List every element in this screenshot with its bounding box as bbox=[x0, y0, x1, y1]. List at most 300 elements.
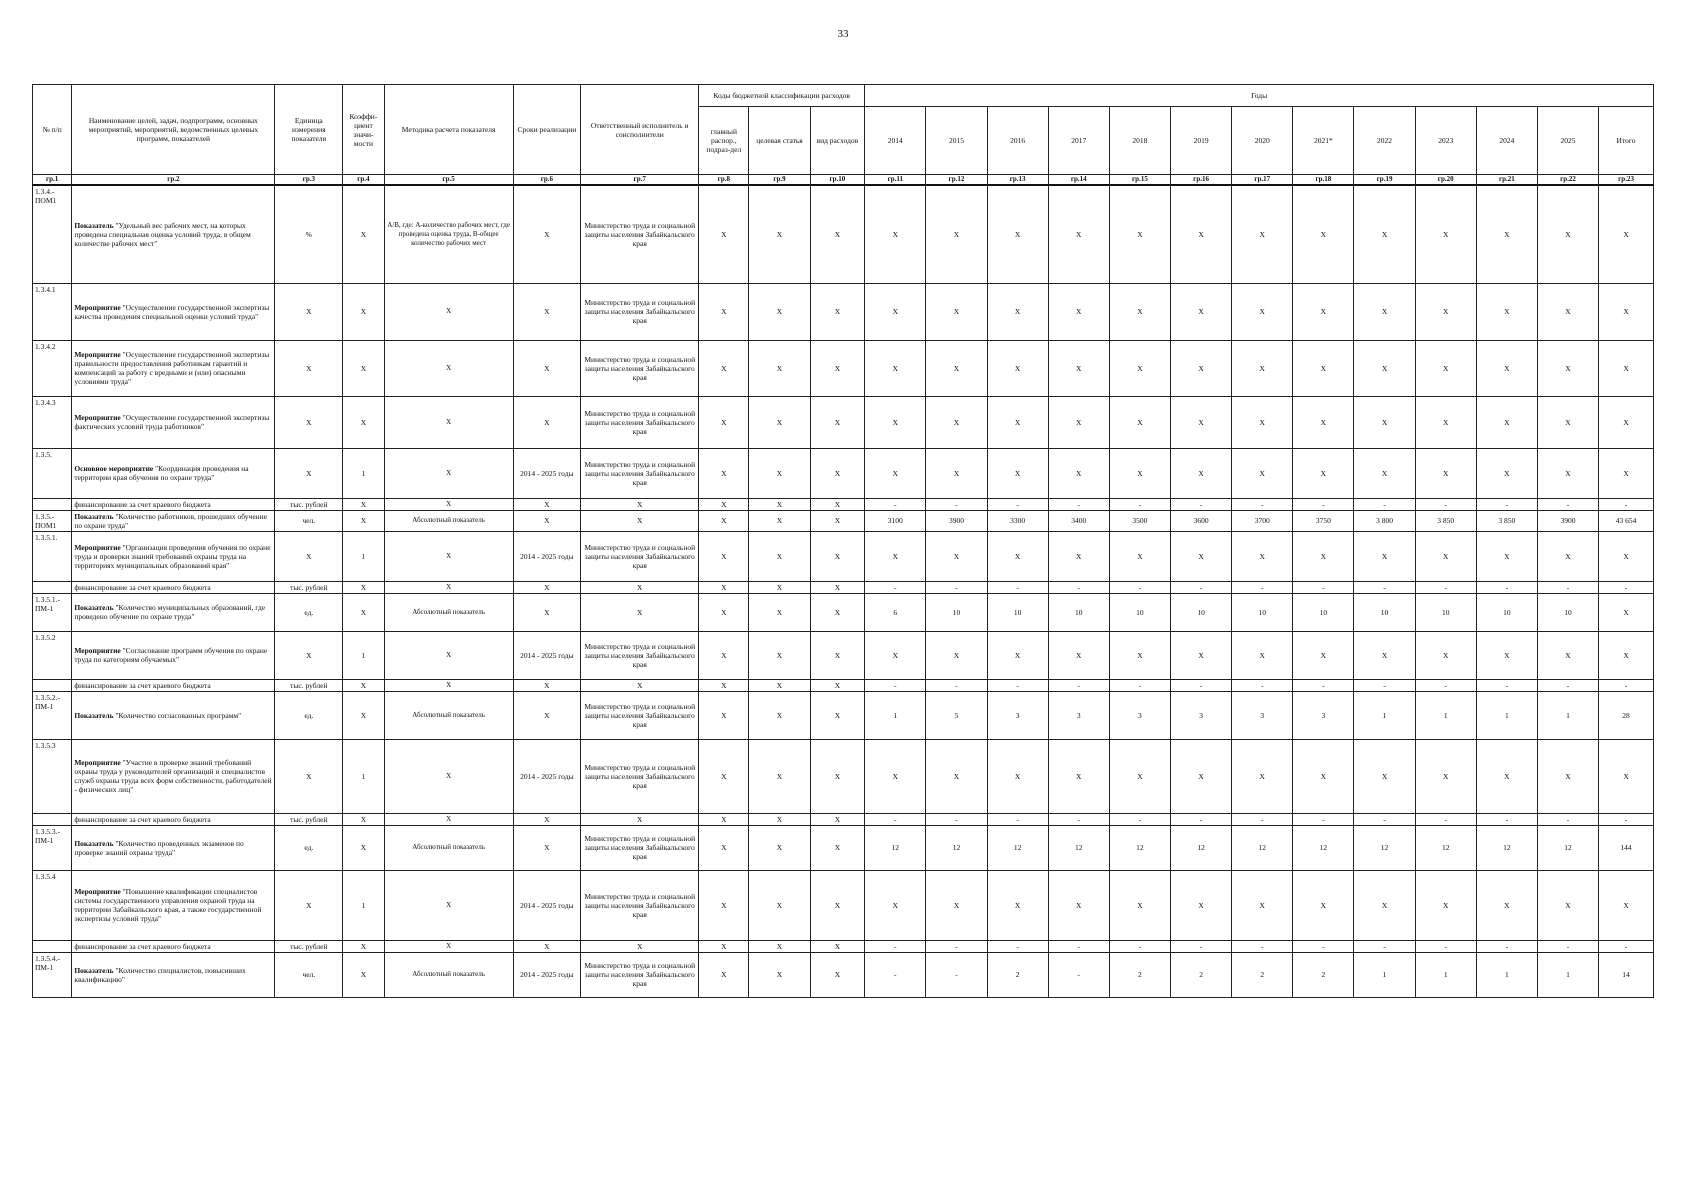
column-number: гр.7 bbox=[581, 175, 699, 186]
row-unit: X bbox=[275, 396, 343, 448]
row-year-value: - bbox=[1171, 679, 1232, 691]
row-unit: тыс. рублей bbox=[275, 813, 343, 825]
row-name bbox=[72, 531, 275, 581]
row-year-value: X bbox=[865, 185, 926, 283]
row-year-value: X bbox=[1232, 631, 1293, 679]
row-code: 1.3.4.-ПОМ1 bbox=[33, 185, 72, 283]
row-year-value: X bbox=[1354, 340, 1415, 396]
row-year-value: X bbox=[1476, 448, 1537, 498]
row-responsible: Министерство труда и социальной защиты населения Забайкальского края bbox=[581, 631, 699, 679]
row-year-value: X bbox=[926, 870, 987, 940]
row-term: X bbox=[513, 679, 581, 691]
row-year-value: X bbox=[1293, 448, 1354, 498]
row-total: - bbox=[1599, 581, 1654, 593]
row-year-value: 12 bbox=[1415, 825, 1476, 870]
row-year-value: X bbox=[1232, 283, 1293, 340]
row-responsible: X bbox=[581, 940, 699, 952]
table-row bbox=[33, 593, 1654, 631]
row-year-value: X bbox=[1476, 631, 1537, 679]
row-year-value: - bbox=[1476, 940, 1537, 952]
row-year-value: - bbox=[987, 940, 1048, 952]
row-bk-type: X bbox=[810, 825, 865, 870]
row-year-value: X bbox=[1537, 185, 1598, 283]
row-name bbox=[72, 340, 275, 396]
row-total: - bbox=[1599, 813, 1654, 825]
row-year-value: - bbox=[1293, 940, 1354, 952]
row-year-value: X bbox=[1109, 631, 1170, 679]
header-bk-section: главный распор., подраз-дел bbox=[699, 107, 749, 175]
row-year-value: - bbox=[926, 813, 987, 825]
row-year-value: - bbox=[1354, 940, 1415, 952]
row-coef: X bbox=[343, 940, 385, 952]
header-year: 2018 bbox=[1109, 107, 1170, 175]
column-number: гр.5 bbox=[384, 175, 513, 186]
row-year-value: 3 bbox=[1109, 691, 1170, 739]
row-term: X bbox=[513, 185, 581, 283]
row-year-value: X bbox=[1109, 531, 1170, 581]
row-year-value: 12 bbox=[926, 825, 987, 870]
row-year-value: - bbox=[1354, 581, 1415, 593]
table-row bbox=[33, 813, 1654, 825]
row-bk-target: X bbox=[749, 283, 810, 340]
row-year-value: 3700 bbox=[1232, 510, 1293, 531]
row-year-value: X bbox=[1109, 185, 1170, 283]
row-year-value: 12 bbox=[1293, 825, 1354, 870]
table-row bbox=[33, 510, 1654, 531]
row-coef: X bbox=[343, 581, 385, 593]
row-bk-target: X bbox=[749, 679, 810, 691]
row-year-value: X bbox=[865, 340, 926, 396]
row-name-text: "Удельный вес рабочих мест, на которых проведена специальная оценка условий труда, в общем количестве рабочих мест" bbox=[74, 220, 251, 248]
row-method: X bbox=[384, 739, 513, 813]
row-total: X bbox=[1599, 631, 1654, 679]
row-bk-type: X bbox=[810, 581, 865, 593]
column-number: гр.6 bbox=[513, 175, 581, 186]
row-code: 1.3.4.1 bbox=[33, 283, 72, 340]
row-year-value: - bbox=[1048, 679, 1109, 691]
row-year-value: X bbox=[1537, 531, 1598, 581]
row-year-value: - bbox=[1415, 581, 1476, 593]
row-year-value: 10 bbox=[1415, 593, 1476, 631]
row-bk-target: X bbox=[749, 498, 810, 510]
row-year-value: X bbox=[1415, 631, 1476, 679]
row-name bbox=[72, 739, 275, 813]
row-name bbox=[72, 448, 275, 498]
column-number: гр.22 bbox=[1537, 175, 1598, 186]
row-code: 1.3.4.3 bbox=[33, 396, 72, 448]
header-coef: Коэффи-циент значи-мости bbox=[343, 85, 385, 175]
row-year-value: - bbox=[1415, 940, 1476, 952]
row-year-value: 10 bbox=[1171, 593, 1232, 631]
row-year-value: 3400 bbox=[1048, 510, 1109, 531]
table-row bbox=[33, 825, 1654, 870]
row-year-value: 3 850 bbox=[1415, 510, 1476, 531]
row-bk-type: X bbox=[810, 510, 865, 531]
row-code bbox=[33, 498, 72, 510]
row-year-value: X bbox=[1171, 283, 1232, 340]
row-year-value: - bbox=[1109, 581, 1170, 593]
row-year-value: X bbox=[1293, 631, 1354, 679]
row-year-value: X bbox=[1171, 448, 1232, 498]
column-number: гр.12 bbox=[926, 175, 987, 186]
row-year-value: 10 bbox=[987, 593, 1048, 631]
row-year-value: - bbox=[1109, 498, 1170, 510]
row-bk-section: X bbox=[699, 510, 749, 531]
column-number: гр.21 bbox=[1476, 175, 1537, 186]
row-term: 2014 - 2025 годы bbox=[513, 952, 581, 997]
row-year-value: X bbox=[1354, 283, 1415, 340]
row-year-value: X bbox=[1171, 340, 1232, 396]
row-code: 1.3.5.3 bbox=[33, 739, 72, 813]
row-year-value: - bbox=[926, 940, 987, 952]
row-year-value: X bbox=[1171, 631, 1232, 679]
row-year-value: - bbox=[987, 679, 1048, 691]
row-unit: X bbox=[275, 283, 343, 340]
row-year-value: - bbox=[1109, 813, 1170, 825]
row-bk-section: X bbox=[699, 448, 749, 498]
column-number: гр.16 bbox=[1171, 175, 1232, 186]
row-bk-type: X bbox=[810, 185, 865, 283]
row-responsible: X bbox=[581, 581, 699, 593]
row-coef: X bbox=[343, 340, 385, 396]
row-year-value: - bbox=[1476, 679, 1537, 691]
column-number: гр.14 bbox=[1048, 175, 1109, 186]
row-year-value: X bbox=[1537, 631, 1598, 679]
row-method: X bbox=[384, 581, 513, 593]
row-year-value: - bbox=[1293, 498, 1354, 510]
row-year-value: - bbox=[1537, 581, 1598, 593]
header-year: 2016 bbox=[987, 107, 1048, 175]
row-bk-section: X bbox=[699, 498, 749, 510]
table-row bbox=[33, 631, 1654, 679]
row-method: X bbox=[384, 283, 513, 340]
row-year-value: X bbox=[1476, 739, 1537, 813]
row-year-value: - bbox=[1354, 813, 1415, 825]
row-responsible: Министерство труда и социальной защиты населения Забайкальского края bbox=[581, 691, 699, 739]
row-year-value: X bbox=[926, 448, 987, 498]
row-coef: X bbox=[343, 952, 385, 997]
row-name bbox=[72, 825, 275, 870]
row-method: X bbox=[384, 870, 513, 940]
row-year-value: 3 850 bbox=[1476, 510, 1537, 531]
row-year-value: 12 bbox=[1232, 825, 1293, 870]
header-year: 2024 bbox=[1476, 107, 1537, 175]
row-name-text: "Участие в проверке знаний требований охраны труда у руководителей организаций и специалистов служб охраны труда всех форм собственности, работодателей - физических лиц" bbox=[74, 758, 272, 794]
row-code: 1.3.5. bbox=[33, 448, 72, 498]
row-year-value: X bbox=[926, 631, 987, 679]
row-code bbox=[33, 940, 72, 952]
row-code bbox=[33, 679, 72, 691]
row-year-value: 12 bbox=[1537, 825, 1598, 870]
row-year-value: 1 bbox=[1476, 952, 1537, 997]
row-bk-section: X bbox=[699, 825, 749, 870]
row-bk-type: X bbox=[810, 593, 865, 631]
row-year-value: 2 bbox=[1232, 952, 1293, 997]
row-year-value: - bbox=[1048, 952, 1109, 997]
row-coef: X bbox=[343, 813, 385, 825]
header-year: 2019 bbox=[1171, 107, 1232, 175]
row-code: 1.3.5.4.-ПМ-1 bbox=[33, 952, 72, 997]
row-year-value: - bbox=[1537, 679, 1598, 691]
row-bk-target: X bbox=[749, 739, 810, 813]
row-year-value: X bbox=[1171, 870, 1232, 940]
table-row bbox=[33, 691, 1654, 739]
row-year-value: X bbox=[1537, 448, 1598, 498]
row-name bbox=[72, 510, 275, 531]
row-bk-type: X bbox=[810, 448, 865, 498]
row-name bbox=[72, 283, 275, 340]
row-year-value: X bbox=[1109, 870, 1170, 940]
row-year-value: X bbox=[1537, 396, 1598, 448]
column-number: гр.20 bbox=[1415, 175, 1476, 186]
column-number: гр.4 bbox=[343, 175, 385, 186]
row-code: 1.3.5.-ПОМ1 bbox=[33, 510, 72, 531]
row-year-value: 3 bbox=[987, 691, 1048, 739]
row-year-value: X bbox=[865, 870, 926, 940]
row-bk-section: X bbox=[699, 813, 749, 825]
row-year-value: - bbox=[1537, 498, 1598, 510]
row-year-value: - bbox=[1415, 813, 1476, 825]
row-year-value: 3900 bbox=[926, 510, 987, 531]
row-unit: тыс. рублей bbox=[275, 498, 343, 510]
row-term: X bbox=[513, 581, 581, 593]
row-unit: % bbox=[275, 185, 343, 283]
header-responsible: Ответственный исполнитель и соисполнители bbox=[581, 85, 699, 175]
row-bk-type: X bbox=[810, 691, 865, 739]
row-year-value: X bbox=[1415, 870, 1476, 940]
row-year-value: X bbox=[1415, 185, 1476, 283]
row-bk-section: X bbox=[699, 631, 749, 679]
row-responsible: X bbox=[581, 679, 699, 691]
row-year-value: X bbox=[987, 739, 1048, 813]
row-bk-target: X bbox=[749, 952, 810, 997]
row-year-value: 2 bbox=[987, 952, 1048, 997]
row-total: - bbox=[1599, 940, 1654, 952]
row-year-value: - bbox=[1354, 498, 1415, 510]
row-year-value: X bbox=[1415, 531, 1476, 581]
row-year-value: - bbox=[1171, 813, 1232, 825]
row-year-value: 3900 bbox=[1537, 510, 1598, 531]
header-term: Сроки реализации bbox=[513, 85, 581, 175]
row-year-value: - bbox=[1109, 679, 1170, 691]
header-name: Наименование целей, задач, подпрограмм, основных мероприятий, мероприятий, ведомственных целевых программ, показателей bbox=[72, 85, 275, 175]
row-year-value: 10 bbox=[1232, 593, 1293, 631]
row-term: X bbox=[513, 510, 581, 531]
row-unit: X bbox=[275, 531, 343, 581]
row-year-value: - bbox=[1537, 813, 1598, 825]
row-year-value: 2 bbox=[1293, 952, 1354, 997]
header-unit: Единица измерения показателя bbox=[275, 85, 343, 175]
row-total: 14 bbox=[1599, 952, 1654, 997]
row-year-value: X bbox=[1293, 185, 1354, 283]
row-unit: тыс. рублей bbox=[275, 581, 343, 593]
row-year-value: - bbox=[1109, 940, 1170, 952]
row-responsible: Министерство труда и социальной защиты населения Забайкальского края bbox=[581, 739, 699, 813]
row-code bbox=[33, 813, 72, 825]
row-name-text: "Количество проведенных экзаменов по проверке знаний охраны труда" bbox=[74, 838, 244, 857]
row-bk-target: X bbox=[749, 340, 810, 396]
table-row bbox=[33, 340, 1654, 396]
row-year-value: 1 bbox=[1537, 952, 1598, 997]
row-bk-section: X bbox=[699, 340, 749, 396]
table-row bbox=[33, 283, 1654, 340]
header-bk-target: целевая статья bbox=[749, 107, 810, 175]
row-year-value: - bbox=[1048, 813, 1109, 825]
row-year-value: 12 bbox=[1354, 825, 1415, 870]
row-year-value: 3 bbox=[1048, 691, 1109, 739]
row-total: 28 bbox=[1599, 691, 1654, 739]
row-responsible: Министерство труда и социальной защиты населения Забайкальского края bbox=[581, 531, 699, 581]
row-method: X bbox=[384, 531, 513, 581]
row-year-value: X bbox=[1232, 870, 1293, 940]
row-code: 1.3.5.1. bbox=[33, 531, 72, 581]
row-bk-type: X bbox=[810, 631, 865, 679]
row-year-value: - bbox=[865, 679, 926, 691]
row-name bbox=[72, 870, 275, 940]
row-method: X bbox=[384, 679, 513, 691]
row-bk-section: X bbox=[699, 739, 749, 813]
row-year-value: X bbox=[1171, 531, 1232, 581]
row-term: 2014 - 2025 годы bbox=[513, 631, 581, 679]
row-year-value: X bbox=[1476, 396, 1537, 448]
row-year-value: X bbox=[926, 739, 987, 813]
table-row bbox=[33, 185, 1654, 283]
row-year-value: - bbox=[865, 498, 926, 510]
row-year-value: - bbox=[1537, 940, 1598, 952]
row-year-value: X bbox=[1171, 396, 1232, 448]
row-bk-section: X bbox=[699, 531, 749, 581]
row-year-value: 1 bbox=[1354, 691, 1415, 739]
row-bk-target: X bbox=[749, 531, 810, 581]
row-unit: тыс. рублей bbox=[275, 940, 343, 952]
header-year: 2017 bbox=[1048, 107, 1109, 175]
table-row bbox=[33, 396, 1654, 448]
row-year-value: - bbox=[1232, 498, 1293, 510]
row-year-value: X bbox=[1171, 185, 1232, 283]
row-unit: чел. bbox=[275, 510, 343, 531]
row-method: А/В, где: А-количество рабочих мест, где проведена оценка труда, В-общее количество рабочих мест bbox=[384, 185, 513, 283]
row-year-value: 3 bbox=[1293, 691, 1354, 739]
row-year-value: X bbox=[1476, 870, 1537, 940]
row-year-value: - bbox=[1232, 679, 1293, 691]
row-bk-target: X bbox=[749, 448, 810, 498]
row-total: 144 bbox=[1599, 825, 1654, 870]
row-year-value: X bbox=[987, 631, 1048, 679]
row-year-value: X bbox=[1048, 870, 1109, 940]
row-year-value: X bbox=[1293, 340, 1354, 396]
row-name-text: "Количество работников, прошедших обучение по охране труда" bbox=[74, 511, 267, 530]
row-year-value: X bbox=[1048, 739, 1109, 813]
row-year-value: X bbox=[1109, 396, 1170, 448]
row-coef: 1 bbox=[343, 448, 385, 498]
row-year-value: 2 bbox=[1171, 952, 1232, 997]
row-year-value: X bbox=[1232, 396, 1293, 448]
column-number: гр.19 bbox=[1354, 175, 1415, 186]
row-name-kind: Мероприятие bbox=[74, 302, 121, 312]
row-unit: X bbox=[275, 870, 343, 940]
row-method: Абсолютный показатель bbox=[384, 691, 513, 739]
row-responsible: Министерство труда и социальной защиты населения Забайкальского края bbox=[581, 448, 699, 498]
header-num: № п/п bbox=[33, 85, 72, 175]
row-code: 1.3.5.3.-ПМ-1 bbox=[33, 825, 72, 870]
row-coef: X bbox=[343, 510, 385, 531]
row-term: X bbox=[513, 691, 581, 739]
row-responsible: X bbox=[581, 498, 699, 510]
row-name bbox=[72, 396, 275, 448]
row-bk-section: X bbox=[699, 593, 749, 631]
row-name-kind: Показатель bbox=[74, 710, 114, 720]
row-year-value: - bbox=[865, 940, 926, 952]
row-code bbox=[33, 581, 72, 593]
column-number: гр.9 bbox=[749, 175, 810, 186]
row-bk-type: X bbox=[810, 870, 865, 940]
row-code: 1.3.4.2 bbox=[33, 340, 72, 396]
row-year-value: X bbox=[987, 870, 1048, 940]
row-unit: X bbox=[275, 739, 343, 813]
row-coef: 1 bbox=[343, 631, 385, 679]
row-name-kind: Мероприятие bbox=[74, 887, 121, 896]
row-year-value: - bbox=[1476, 498, 1537, 510]
row-year-value: X bbox=[1109, 283, 1170, 340]
row-responsible: Министерство труда и социальной защиты населения Забайкальского края bbox=[581, 185, 699, 283]
row-year-value: - bbox=[865, 952, 926, 997]
row-coef: X bbox=[343, 498, 385, 510]
row-year-value: 3100 bbox=[865, 510, 926, 531]
row-year-value: X bbox=[1476, 283, 1537, 340]
column-number: гр.13 bbox=[987, 175, 1048, 186]
row-year-value: 12 bbox=[1109, 825, 1170, 870]
row-year-value: X bbox=[1048, 448, 1109, 498]
row-year-value: X bbox=[1354, 396, 1415, 448]
row-year-value: - bbox=[987, 813, 1048, 825]
row-term: X bbox=[513, 825, 581, 870]
column-number: гр.1 bbox=[33, 175, 72, 186]
row-code: 1.3.5.4 bbox=[33, 870, 72, 940]
header-budget-codes: Коды бюджетной классификации расходов bbox=[699, 85, 865, 107]
row-bk-section: X bbox=[699, 691, 749, 739]
row-year-value: - bbox=[1048, 940, 1109, 952]
column-number: гр.8 bbox=[699, 175, 749, 186]
column-number: гр.10 bbox=[810, 175, 865, 186]
row-bk-type: X bbox=[810, 739, 865, 813]
row-year-value: 3600 bbox=[1171, 510, 1232, 531]
row-year-value: - bbox=[1415, 498, 1476, 510]
row-name-text: "Координация проведения на территории края обучения по охране труда" bbox=[74, 464, 249, 482]
row-year-value: - bbox=[1171, 581, 1232, 593]
row-year-value: - bbox=[1354, 679, 1415, 691]
row-year-value: X bbox=[987, 531, 1048, 581]
row-year-value: X bbox=[1476, 185, 1537, 283]
row-name-text: "Осуществление государственной экспертизы качества проведения специальной оценки условий труда" bbox=[74, 302, 270, 321]
row-method: X bbox=[384, 396, 513, 448]
row-year-value: X bbox=[1232, 739, 1293, 813]
row-year-value: X bbox=[1415, 448, 1476, 498]
row-year-value: X bbox=[926, 340, 987, 396]
header-year: 2023 bbox=[1415, 107, 1476, 175]
row-year-value: X bbox=[865, 396, 926, 448]
row-year-value: 3300 bbox=[987, 510, 1048, 531]
row-method: Абсолютный показатель bbox=[384, 825, 513, 870]
row-name-kind: Показатель bbox=[74, 838, 114, 848]
row-year-value: - bbox=[1293, 813, 1354, 825]
row-year-value: X bbox=[1537, 870, 1598, 940]
row-year-value: 1 bbox=[1354, 952, 1415, 997]
row-year-value: X bbox=[1537, 340, 1598, 396]
row-year-value: 1 bbox=[865, 691, 926, 739]
row-method: X bbox=[384, 631, 513, 679]
row-coef: X bbox=[343, 679, 385, 691]
row-name-text: "Количество специалистов, повысивших квалификацию" bbox=[74, 965, 246, 984]
